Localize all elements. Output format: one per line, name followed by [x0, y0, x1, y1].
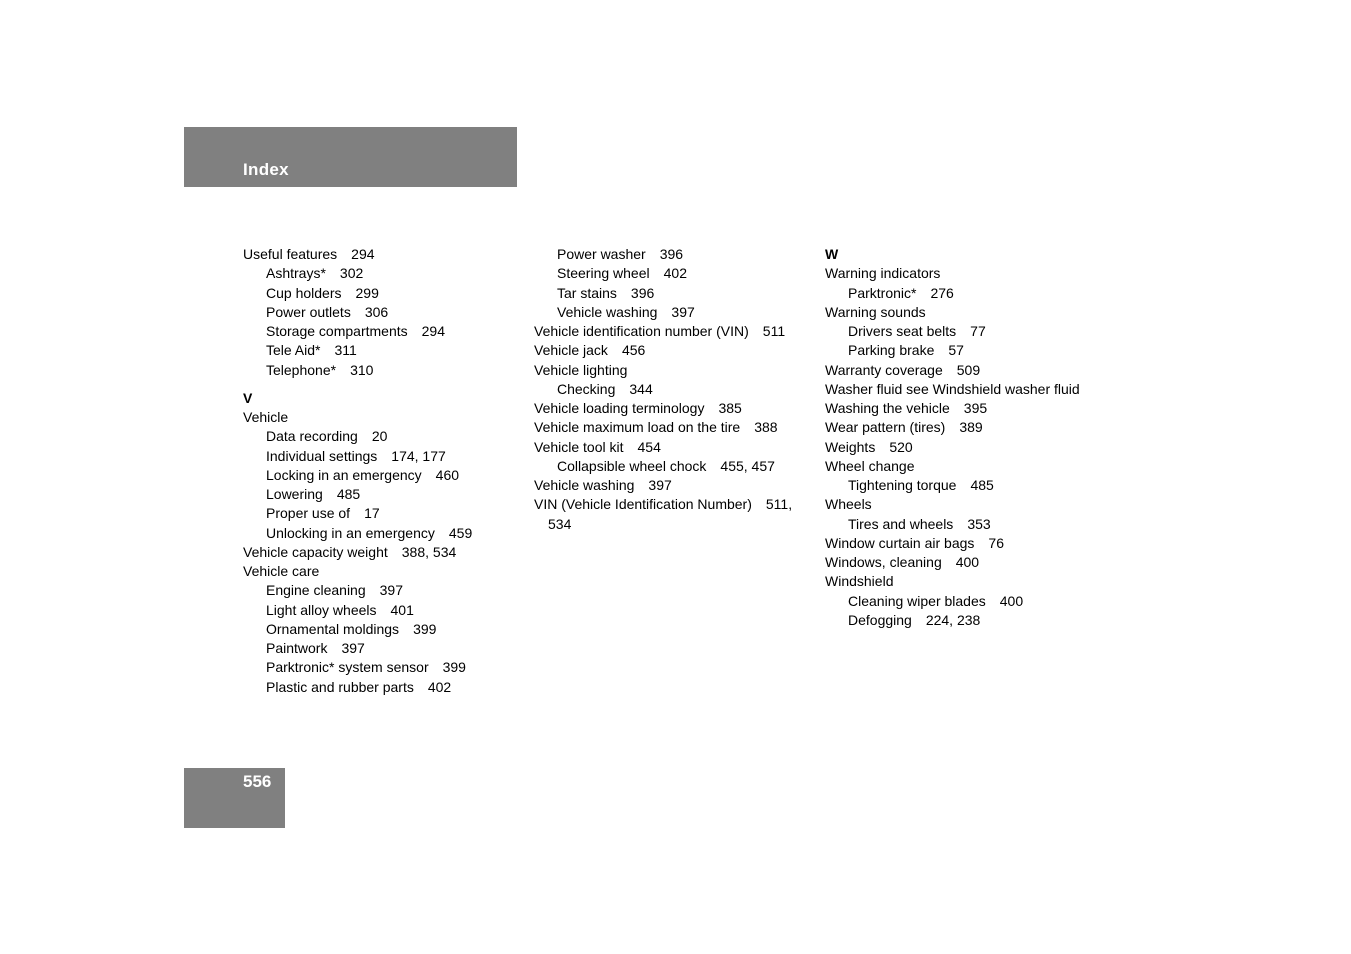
index-letter-heading	[825, 245, 1125, 264]
index-term: Window curtain air bags	[825, 534, 975, 551]
index-page-ref: 57	[948, 342, 964, 359]
index-term: Power outlets	[266, 303, 351, 320]
index-term: Defogging	[848, 611, 912, 628]
index-term: Proper use of	[266, 505, 351, 522]
index-page-ref: 294	[351, 246, 375, 262]
index-page-ref: 310	[350, 361, 374, 378]
index-page-ref: 388	[754, 419, 778, 436]
index-page-ref: 455, 457	[720, 457, 775, 474]
index-term: Windows, cleaning	[825, 554, 942, 570]
index-entry	[825, 264, 1125, 283]
index-page-ref: 400	[955, 554, 980, 570]
index-term: Wheels	[825, 496, 872, 513]
index-term: Warning indicators	[825, 265, 941, 282]
index-entry	[825, 553, 1125, 572]
index-page-ref: 402	[427, 678, 452, 695]
index-term: Cleaning wiper blades	[848, 592, 986, 609]
index-term: Vehicle identification number (VIN)	[534, 323, 749, 339]
index-subentry	[243, 639, 528, 658]
index-term: Warranty coverage	[825, 361, 943, 378]
section-header-tab	[184, 127, 517, 187]
index-term: Vehicle washing	[557, 303, 658, 320]
index-entry	[534, 341, 819, 360]
index-subentry	[243, 447, 528, 466]
index-term: Telephone*	[266, 361, 337, 378]
index-column-3	[825, 245, 1125, 630]
index-page-ref: 485	[336, 486, 361, 502]
index-term: Vehicle jack	[534, 342, 608, 359]
index-term: Parktronic* system sensor	[266, 659, 429, 676]
index-page-ref: 399	[442, 659, 466, 676]
index-page-ref: 224, 238	[925, 611, 981, 628]
index-page-ref: 174, 177	[391, 447, 446, 464]
index-letter-heading	[243, 389, 528, 408]
index-term: Vehicle capacity weight	[243, 543, 388, 560]
index-entry	[825, 534, 1125, 553]
index-term: Wear pattern (tires)	[825, 419, 946, 436]
index-page-ref: 509	[956, 361, 981, 378]
index-page-ref: 17	[364, 505, 380, 522]
index-page-ref: 344	[629, 380, 653, 397]
index-entry	[243, 543, 528, 562]
index-term: Warning sounds	[825, 303, 926, 320]
index-subentry	[243, 427, 528, 446]
index-page-ref: 399	[413, 620, 437, 637]
page-number: 556	[243, 772, 272, 791]
index-term: W	[825, 246, 839, 262]
index-entry	[825, 495, 1125, 514]
index-subentry	[825, 341, 1125, 360]
index-page-ref: 397	[671, 303, 695, 320]
index-page-ref: 76	[988, 534, 1004, 551]
index-term: Vehicle tool kit	[534, 438, 624, 455]
index-entry	[534, 322, 819, 341]
index-page-ref: 454	[637, 438, 661, 455]
index-term: Tightening torque	[848, 477, 957, 493]
index-spacer	[243, 380, 528, 389]
index-term: V	[243, 389, 253, 406]
index-term: Drivers seat belts	[848, 323, 957, 339]
index-term: Ornamental moldings	[266, 620, 400, 637]
index-subentry	[825, 592, 1125, 611]
index-entry	[243, 562, 528, 581]
index-term: Steering wheel	[557, 265, 650, 282]
index-term: Vehicle washing	[534, 477, 635, 493]
index-term: Engine cleaning	[266, 582, 366, 599]
index-entry	[534, 361, 819, 380]
index-term: Checking	[557, 380, 616, 397]
index-subentry	[243, 341, 528, 360]
index-subentry	[825, 611, 1125, 630]
index-page-ref: 385	[718, 400, 742, 416]
index-page-ref: 397	[379, 582, 403, 599]
index-page-ref: 397	[341, 640, 365, 656]
index-term: Lowering	[266, 486, 323, 502]
index-page-ref: 77	[970, 323, 986, 339]
index-term: Plastic and rubber parts	[266, 678, 414, 695]
index-subentry	[243, 620, 528, 639]
index-term: Paintwork	[266, 640, 328, 656]
index-term: Ashtrays*	[266, 265, 326, 282]
index-page-ref: 276	[930, 284, 954, 301]
index-term: Individual settings	[266, 447, 378, 464]
index-subentry	[243, 322, 528, 341]
index-page-ref: 294	[421, 323, 445, 339]
index-subentry	[825, 476, 1125, 495]
index-subentry	[243, 581, 528, 600]
index-term: Vehicle lighting	[534, 361, 628, 378]
index-page-ref: 402	[663, 265, 687, 282]
index-entry	[534, 515, 819, 534]
index-term: Tires and wheels	[848, 515, 954, 532]
index-subentry	[534, 284, 819, 303]
index-page-ref: 395	[963, 400, 988, 416]
index-page-ref: 353	[967, 515, 991, 532]
index-subentry	[825, 322, 1125, 341]
index-term: 534	[548, 515, 572, 532]
index-entry	[825, 303, 1125, 322]
index-term: Parking brake	[848, 342, 935, 359]
index-column-2	[534, 245, 819, 534]
index-subentry	[243, 361, 528, 380]
index-subentry	[825, 284, 1125, 303]
index-page-ref: 299	[355, 284, 379, 301]
index-subentry	[243, 601, 528, 620]
section-title: Index	[243, 160, 289, 179]
index-term: Collapsible wheel chock	[557, 457, 707, 474]
index-entry	[534, 418, 819, 437]
index-term: Useful features	[243, 246, 338, 262]
index-term: Tar stains	[557, 284, 617, 301]
index-page-ref: 511	[762, 323, 786, 339]
index-subentry	[243, 658, 528, 677]
index-term: Parktronic*	[848, 284, 917, 301]
page-number-tab	[184, 768, 285, 828]
index-page-ref: 306	[364, 303, 389, 320]
index-term: Vehicle	[243, 409, 289, 425]
index-page-ref: 456	[621, 342, 646, 359]
index-term: Wheel change	[825, 457, 915, 474]
index-term: Cup holders	[266, 284, 342, 301]
index-subentry	[243, 524, 528, 543]
index-page-ref: 389	[959, 419, 983, 436]
index-subentry	[243, 284, 528, 303]
index-page-ref: 311	[334, 342, 357, 359]
index-page-ref: 511,	[765, 496, 793, 513]
index-entry	[534, 495, 819, 514]
index-subentry	[534, 303, 819, 322]
index-term: Unlocking in an emergency	[266, 524, 435, 541]
index-page-ref: 388, 534	[401, 543, 457, 560]
index-term: Light alloy wheels	[266, 601, 377, 618]
index-term: Weights	[825, 438, 876, 455]
index-term: Data recording	[266, 428, 358, 445]
index-page-ref: 485	[970, 477, 994, 493]
index-subentry	[243, 678, 528, 697]
index-subentry	[534, 457, 819, 476]
index-page-ref: 396	[630, 284, 655, 301]
index-subentry	[534, 264, 819, 283]
index-subentry	[534, 380, 819, 399]
index-page-ref: 460	[435, 466, 460, 483]
index-entry	[825, 361, 1125, 380]
index-term: Washer fluid see Windshield washer fluid	[825, 380, 1080, 397]
index-entry	[534, 476, 819, 495]
index-page-ref: 396	[659, 246, 684, 262]
index-term: Vehicle care	[243, 563, 320, 579]
index-subentry	[243, 466, 528, 485]
index-subentry	[243, 264, 528, 283]
index-term: Vehicle maximum load on the tire	[534, 419, 741, 436]
index-term: Locking in an emergency	[266, 466, 422, 483]
index-entry	[243, 245, 528, 264]
index-page-ref: 459	[448, 524, 473, 541]
index-term: Power washer	[557, 246, 646, 262]
index-entry	[243, 408, 528, 427]
index-page-ref: 520	[889, 438, 913, 455]
index-entry	[825, 457, 1125, 476]
index-subentry	[825, 515, 1125, 534]
index-term: Vehicle loading terminology	[534, 400, 705, 416]
index-page-ref: 400	[999, 592, 1024, 609]
index-entry	[534, 438, 819, 457]
index-subentry	[243, 303, 528, 322]
index-term: Windshield	[825, 573, 894, 590]
index-entry	[825, 572, 1125, 591]
index-term: VIN (Vehicle Identification Number)	[534, 496, 752, 513]
index-term: Washing the vehicle	[825, 400, 950, 416]
index-term: Storage compartments	[266, 323, 408, 339]
index-page-ref: 20	[371, 428, 388, 445]
index-page-ref: 302	[339, 265, 364, 282]
index-column-1	[243, 245, 528, 697]
index-subentry	[243, 485, 528, 504]
index-term: Tele Aid*	[266, 342, 321, 359]
index-subentry	[534, 245, 819, 264]
index-entry	[825, 380, 1125, 399]
index-entry	[825, 418, 1125, 437]
index-entry	[825, 399, 1125, 418]
index-entry	[825, 438, 1125, 457]
index-subentry	[243, 504, 528, 523]
index-entry	[534, 399, 819, 418]
index-page-ref: 401	[390, 601, 414, 618]
index-page-ref: 397	[648, 477, 672, 493]
